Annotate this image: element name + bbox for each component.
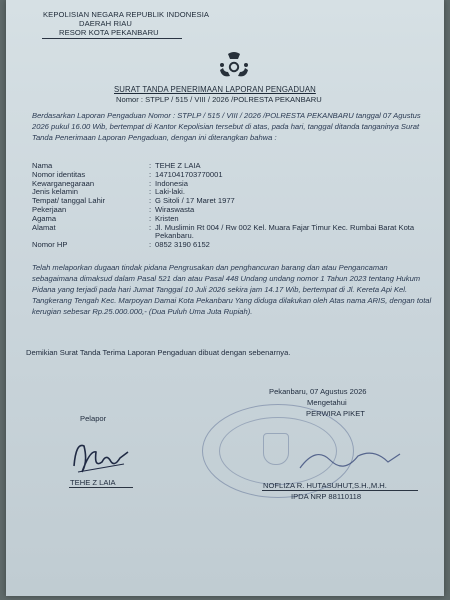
identity-label: Pekerjaan [32,204,67,214]
identity-colon: : [149,213,152,223]
header-line-3: RESOR KOTA PEKANBARU [59,28,159,37]
officer-name-underline [262,490,418,491]
officer-name: NOFLIZA R. HUTASUHUT,S.H.,M.H. [263,481,387,490]
identity-colon: : [149,187,152,197]
identity-colon: : [149,196,152,206]
identity-label: Jenis kelamin [32,187,79,197]
reporter-name: TEHE Z LAIA [70,478,116,487]
identity-value: Wiraswasta [155,204,195,214]
identity-colon: : [149,178,152,188]
intro-paragraph: Berdasarkan Laporan Pengaduan Nomor : STPLP / 515 / VIII / 2026 /POLRESTA PEKANBARU tanggal 07 Agustus 2026 pukul 16.00 Wib, bertempat di Kantor Kepolisian tersebut di atas, pada hari, tanggal ditanda tanganinya Surat Tanda Penerimaan Laporan Pengaduan, dengan ini diterangkan bahwa : [32,111,421,142]
identity-value: TEHE Z LAIA [155,161,201,170]
reporter-signature-icon [66,432,136,480]
document-page [6,0,444,596]
identity-value: 0852 3190 6152 [155,240,210,250]
identity-label: Nomor HP [32,240,68,250]
header-line-2: DAERAH RIAU [79,19,132,28]
document-number: Nomor : STPLP / 515 / VIII / 2026 /POLRESTA PEKANBARU [116,95,322,104]
identity-colon: : [149,240,152,250]
identity-row [32,241,425,250]
knowing-label: Mengetahui [307,398,347,407]
identity-table [32,162,425,250]
identity-colon: : [149,161,152,170]
officer-title: PERWIRA PIKET [306,409,365,418]
reporter-name-underline [69,487,133,488]
reporter-label: Pelapor [80,414,107,423]
header-line-1: KEPOLISIAN NEGARA REPUBLIK INDONESIA [43,10,210,19]
identity-row [32,206,425,215]
identity-colon: : [149,222,152,232]
document-title: SURAT TANDA PENERIMAAN LAPORAN PENGADUAN [114,85,316,94]
police-emblem-icon [214,50,254,80]
identity-row [32,224,425,242]
officer-rank: IPDA NRP 88110118 [291,492,362,501]
identity-label: Kewarganegaraan [32,178,95,188]
identity-label: Nama [32,161,53,170]
identity-label: Agama [32,213,57,223]
identity-colon: : [149,204,152,214]
identity-value: Jl. Muslimin Rt 004 / Rw 002 Kel. Muara Fajar Timur Kec. Rumbai Barat Kota Pekanbaru. [155,222,415,241]
officer-signature-icon [296,438,406,478]
identity-value: G Sitoli / 17 Maret 1977 [155,196,235,206]
identity-value: Indonesia [155,178,188,188]
stamp-emblem-icon [263,433,289,465]
identity-row [32,180,425,189]
identity-colon: : [149,169,152,179]
identity-value: Laki-laki. [155,187,185,197]
identity-rows [32,162,425,250]
header-underline [42,38,182,39]
closing-statement: Demikian Surat Tanda Terima Laporan Pengaduan dibuat dengan sebenarnya. [26,348,291,357]
place-date: Pekanbaru, 07 Agustus 2026 [269,387,367,396]
identity-value: 1471041703770001 [155,169,223,179]
identity-row [32,197,425,206]
identity-value: Kristen [155,213,179,223]
identity-row [32,162,425,171]
report-paragraph: Telah melaporkan dugaan tindak pidana Pengrusakan dan penghancuran barang dan atau Pengancaman sebagaimana dimaksud dalam Pasal 521 dan atau Pasal 448 Undang undang nomor 1 Tahun 2023 tentang Hukum Pidana yang terjadi pada hari Jumat Tanggal 10 Juli 2026 sekira jam 14.17 Wib, bertempat di Jl. Kereta Api Kel. Tangkerang Tengah Kec. Marpoyan Damai Kota Pekanbaru Yang diduga dilakukan oleh Atas nama ARIS, dengan total kerugian sebesar Rp.25.000.000,- (Dua Puluh Uma Juta Rupiah). [32,263,432,316]
identity-label: Nomor identitas [32,169,86,179]
identity-label: Alamat [32,222,56,232]
identity-label: Tempat/ tanggal Lahir [32,196,106,206]
